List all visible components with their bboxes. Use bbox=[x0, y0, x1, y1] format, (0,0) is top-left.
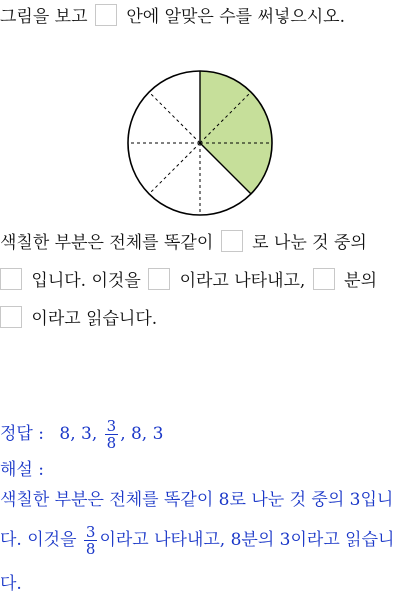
question-text: 그림을 보고 bbox=[0, 7, 88, 27]
fraction-denominator: 8 bbox=[85, 540, 96, 558]
explanation-text: 다. 이것을 bbox=[0, 530, 77, 550]
explanation-text: 다. bbox=[0, 574, 22, 594]
question-line-2 bbox=[0, 230, 367, 255]
answer-blank-box bbox=[95, 4, 117, 26]
answer-values: 8, 3, bbox=[59, 424, 98, 444]
question-line-1 bbox=[0, 4, 345, 29]
answer-fraction bbox=[105, 418, 119, 451]
fraction-numerator: 3 bbox=[106, 417, 117, 435]
answer-blank-box bbox=[313, 268, 335, 290]
answer-blank-box bbox=[148, 268, 170, 290]
question-text: 색칠한 부분은 전체를 똑같이 bbox=[0, 233, 214, 253]
question-text: 안에 알맞은 수를 써넣으시오. bbox=[126, 7, 346, 27]
question-text: 분의 bbox=[344, 271, 377, 291]
fraction-denominator: 8 bbox=[106, 434, 117, 452]
explanation-text: 이라고 나타내고, 8분의 3이라고 읽습니 bbox=[99, 530, 395, 550]
fraction-circle-figure bbox=[125, 68, 275, 218]
question-line-3 bbox=[0, 268, 377, 293]
explanation-label-line bbox=[0, 458, 44, 482]
answer-blank-box bbox=[221, 230, 243, 252]
answer-line bbox=[0, 414, 163, 454]
answer-label: 정답 : bbox=[0, 424, 44, 444]
question-line-4 bbox=[0, 306, 157, 331]
explanation-label: 해설 : bbox=[0, 460, 44, 480]
explanation-text: 색칠한 부분은 전체를 똑같이 8로 나눈 것 중의 3입니 bbox=[0, 490, 394, 510]
explanation-line-1 bbox=[0, 488, 393, 512]
fraction-numerator: 3 bbox=[85, 523, 96, 541]
question-text: 이라고 나타내고, bbox=[179, 271, 306, 291]
explanation-fraction bbox=[84, 524, 98, 557]
answer-values: , 8, 3 bbox=[120, 424, 164, 444]
question-text: 로 나눈 것 중의 bbox=[252, 233, 367, 253]
answer-blank-box bbox=[0, 268, 22, 290]
explanation-line-2 bbox=[0, 520, 394, 560]
explanation-line-3 bbox=[0, 572, 22, 596]
answer-blank-box bbox=[0, 306, 22, 328]
question-text: 이라고 읽습니다. bbox=[31, 309, 158, 329]
question-text: 입니다. 이것을 bbox=[31, 271, 141, 291]
